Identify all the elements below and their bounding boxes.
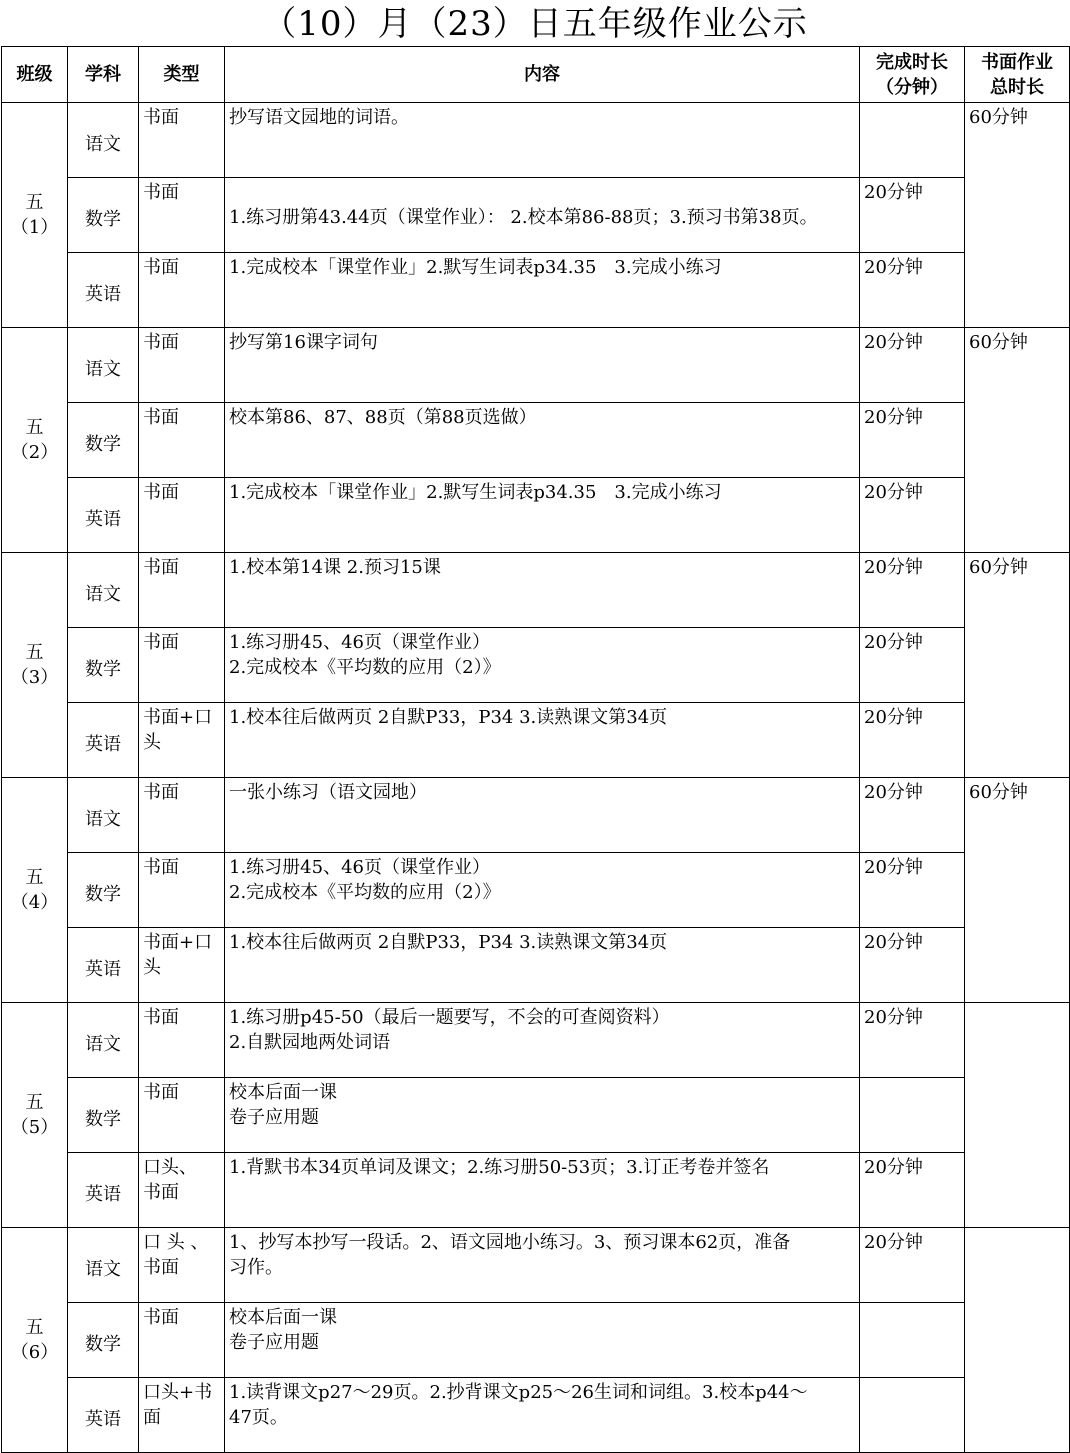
subject-cell: 英语 bbox=[68, 253, 139, 328]
subject-cell: 数学 bbox=[68, 403, 139, 478]
content-cell bbox=[225, 1378, 860, 1453]
type-cell bbox=[139, 1078, 225, 1153]
class-cell bbox=[2, 553, 68, 778]
type-line: 书面+口 bbox=[143, 932, 213, 953]
class-number: （4） bbox=[10, 892, 59, 913]
class-number: （2） bbox=[10, 442, 59, 463]
content-cell bbox=[225, 478, 860, 553]
time-cell: 20分钟 bbox=[860, 928, 965, 1003]
content-line: 校本后面一课 bbox=[229, 1307, 337, 1328]
type-cell bbox=[139, 403, 225, 478]
table-row bbox=[2, 1003, 1070, 1078]
subject-cell: 语文 bbox=[68, 1228, 139, 1303]
content-line: 2.完成校本《平均数的应用（2）》 bbox=[229, 657, 501, 678]
table-row bbox=[2, 178, 1070, 253]
header-content: 内容 bbox=[225, 47, 860, 103]
content-line: 1、抄写本抄写一段话。2、语文园地小练习。3、预习课本62页，准备 bbox=[229, 1232, 791, 1253]
content-line: 2.完成校本《平均数的应用（2）》 bbox=[229, 882, 501, 903]
table-row bbox=[2, 1153, 1070, 1228]
content-cell bbox=[225, 1303, 860, 1378]
subject-cell: 数学 bbox=[68, 178, 139, 253]
type-cell bbox=[139, 1303, 225, 1378]
time-cell bbox=[860, 1378, 965, 1453]
content-line: 抄写第16课字词句 bbox=[229, 332, 378, 353]
subject-cell: 数学 bbox=[68, 853, 139, 928]
content-line: 校本第86、87、88页（第88页选做） bbox=[229, 407, 537, 428]
type-line: 书面 bbox=[143, 407, 179, 428]
subject-cell: 语文 bbox=[68, 328, 139, 403]
time-cell: 20分钟 bbox=[860, 328, 965, 403]
content-cell bbox=[225, 853, 860, 928]
time-cell: 20分钟 bbox=[860, 853, 965, 928]
content-line: 1.校本第14课 2.预习15课 bbox=[229, 557, 441, 578]
table-row bbox=[2, 478, 1070, 553]
header-time bbox=[860, 47, 965, 103]
time-cell: 20分钟 bbox=[860, 778, 965, 853]
class-grade: 五 bbox=[25, 417, 44, 438]
type-line: 口 头 、 bbox=[143, 1232, 209, 1253]
table-body bbox=[2, 103, 1070, 1453]
content-line: 1.完成校本「课堂作业」2.默写生词表p34.35 3.完成小练习 bbox=[229, 257, 722, 278]
class-number: （6） bbox=[10, 1342, 59, 1363]
content-cell bbox=[225, 628, 860, 703]
total-cell bbox=[965, 1228, 1070, 1453]
type-cell bbox=[139, 478, 225, 553]
type-line: 书面 bbox=[143, 332, 179, 353]
content-line: 1.练习册p45-50（最后一题要写，不会的可查阅资料） bbox=[229, 1007, 670, 1028]
type-cell bbox=[139, 1153, 225, 1228]
table-row bbox=[2, 778, 1070, 853]
header-type: 类型 bbox=[139, 47, 225, 103]
subject-cell: 英语 bbox=[68, 1153, 139, 1228]
type-line: 口头+书 bbox=[143, 1382, 213, 1403]
subject-cell: 数学 bbox=[68, 1303, 139, 1378]
class-cell bbox=[2, 778, 68, 1003]
total-cell: 60分钟 bbox=[965, 103, 1070, 328]
content-cell bbox=[225, 928, 860, 1003]
total-cell bbox=[965, 1003, 1070, 1228]
type-line: 头 bbox=[143, 957, 161, 978]
table-row bbox=[2, 1378, 1070, 1453]
content-line: 1.完成校本「课堂作业」2.默写生词表p34.35 3.完成小练习 bbox=[229, 482, 722, 503]
time-cell: 20分钟 bbox=[860, 478, 965, 553]
content-cell bbox=[225, 253, 860, 328]
table-row bbox=[2, 253, 1070, 328]
type-cell bbox=[139, 1228, 225, 1303]
time-cell: 20分钟 bbox=[860, 178, 965, 253]
type-line: 书面 bbox=[143, 632, 179, 653]
type-line: 书面 bbox=[143, 782, 179, 803]
type-cell bbox=[139, 253, 225, 328]
type-line: 书面 bbox=[143, 257, 179, 278]
type-line: 头 bbox=[143, 732, 161, 753]
type-line: 书面 bbox=[143, 107, 179, 128]
content-line: 卷子应用题 bbox=[229, 1332, 319, 1353]
content-line: 习作。 bbox=[229, 1257, 283, 1278]
table-header-row bbox=[2, 47, 1070, 103]
content-cell bbox=[225, 1153, 860, 1228]
table-row bbox=[2, 1228, 1070, 1303]
content-cell bbox=[225, 178, 860, 253]
class-cell bbox=[2, 1228, 68, 1453]
content-cell bbox=[225, 703, 860, 778]
class-cell bbox=[2, 103, 68, 328]
type-line: 书面 bbox=[143, 857, 179, 878]
time-cell bbox=[860, 1078, 965, 1153]
type-cell bbox=[139, 853, 225, 928]
table-row bbox=[2, 403, 1070, 478]
page-title: （10）月（23）日五年级作业公示 bbox=[262, 4, 808, 44]
class-grade: 五 bbox=[25, 192, 44, 213]
header-class: 班级 bbox=[2, 47, 68, 103]
type-cell bbox=[139, 703, 225, 778]
subject-cell: 英语 bbox=[68, 928, 139, 1003]
content-line: 2.自默园地两处词语 bbox=[229, 1032, 391, 1053]
total-cell: 60分钟 bbox=[965, 553, 1070, 778]
content-cell bbox=[225, 1228, 860, 1303]
type-line: 书面 bbox=[143, 1182, 179, 1203]
content-line: 一张小练习（语文园地） bbox=[229, 782, 427, 803]
time-cell: 20分钟 bbox=[860, 628, 965, 703]
content-cell bbox=[225, 553, 860, 628]
type-cell bbox=[139, 328, 225, 403]
total-cell: 60分钟 bbox=[965, 328, 1070, 553]
table-row bbox=[2, 328, 1070, 403]
subject-cell: 语文 bbox=[68, 778, 139, 853]
content-line bbox=[229, 180, 855, 205]
content-line: 1.练习册45、46页（课堂作业） bbox=[229, 857, 490, 878]
content-line: 校本后面一课 bbox=[229, 1082, 337, 1103]
total-cell: 60分钟 bbox=[965, 778, 1070, 1003]
content-line: 1.校本往后做两页 2自默P33，P34 3.读熟课文第34页 bbox=[229, 707, 668, 728]
type-line: 书面 bbox=[143, 1257, 179, 1278]
class-cell bbox=[2, 1003, 68, 1228]
time-cell bbox=[860, 1303, 965, 1378]
subject-cell: 数学 bbox=[68, 1078, 139, 1153]
type-line: 面 bbox=[143, 1407, 161, 1428]
table-row bbox=[2, 1303, 1070, 1378]
type-cell bbox=[139, 1378, 225, 1453]
type-line: 书面 bbox=[143, 1082, 179, 1103]
content-cell bbox=[225, 1078, 860, 1153]
class-grade: 五 bbox=[25, 1092, 44, 1113]
header-total-line1: 书面作业 bbox=[981, 51, 1053, 73]
table-row bbox=[2, 928, 1070, 1003]
type-line: 书面 bbox=[143, 482, 179, 503]
content-cell bbox=[225, 403, 860, 478]
time-cell: 20分钟 bbox=[860, 553, 965, 628]
time-cell: 20分钟 bbox=[860, 1228, 965, 1303]
homework-table bbox=[1, 46, 1070, 1453]
table-row bbox=[2, 703, 1070, 778]
table-row bbox=[2, 553, 1070, 628]
content-line: 1.校本往后做两页 2自默P33，P34 3.读熟课文第34页 bbox=[229, 932, 668, 953]
type-cell bbox=[139, 553, 225, 628]
type-cell bbox=[139, 103, 225, 178]
subject-cell: 语文 bbox=[68, 103, 139, 178]
subject-cell: 英语 bbox=[68, 478, 139, 553]
content-line: 1.背默书本34页单词及课文；2.练习册50-53页；3.订正考卷并签名 bbox=[229, 1157, 770, 1178]
time-cell: 20分钟 bbox=[860, 403, 965, 478]
type-line: 口头、 bbox=[143, 1157, 197, 1178]
type-cell bbox=[139, 1003, 225, 1078]
header-subject: 学科 bbox=[68, 47, 139, 103]
class-number: （1） bbox=[10, 217, 59, 238]
subject-cell: 英语 bbox=[68, 1378, 139, 1453]
type-cell bbox=[139, 628, 225, 703]
class-number: （3） bbox=[10, 667, 59, 688]
class-grade: 五 bbox=[25, 1317, 44, 1338]
header-total bbox=[965, 47, 1070, 103]
content-line: 1.练习册45、46页（课堂作业） bbox=[229, 632, 490, 653]
content-line: 1.读背课文p27～29页。2.抄背课文p25～26生词和词组。3.校本p44～ bbox=[229, 1382, 808, 1403]
type-line: 书面 bbox=[143, 182, 179, 203]
subject-cell: 英语 bbox=[68, 703, 139, 778]
type-line: 书面 bbox=[143, 1307, 179, 1328]
content-line: 卷子应用题 bbox=[229, 1107, 319, 1128]
subject-cell: 数学 bbox=[68, 628, 139, 703]
content-cell bbox=[225, 778, 860, 853]
type-line: 书面 bbox=[143, 557, 179, 578]
class-grade: 五 bbox=[25, 867, 44, 888]
subject-cell: 语文 bbox=[68, 1003, 139, 1078]
time-cell: 20分钟 bbox=[860, 1153, 965, 1228]
class-grade: 五 bbox=[25, 642, 44, 663]
content-line: 47页。 bbox=[229, 1407, 288, 1428]
type-cell bbox=[139, 928, 225, 1003]
table-row bbox=[2, 628, 1070, 703]
content-cell bbox=[225, 328, 860, 403]
class-number: （5） bbox=[10, 1117, 59, 1138]
content-line: 抄写语文园地的词语。 bbox=[229, 107, 409, 128]
table-row bbox=[2, 103, 1070, 178]
type-line: 书面+口 bbox=[143, 707, 213, 728]
table-row bbox=[2, 853, 1070, 928]
time-cell: 20分钟 bbox=[860, 703, 965, 778]
type-line: 书面 bbox=[143, 1007, 179, 1028]
content-cell bbox=[225, 1003, 860, 1078]
header-time-line1: 完成时长 bbox=[876, 51, 948, 73]
header-time-line2: （分钟） bbox=[876, 76, 948, 98]
subject-cell: 语文 bbox=[68, 553, 139, 628]
time-cell bbox=[860, 103, 965, 178]
time-cell: 20分钟 bbox=[860, 253, 965, 328]
header-total-line2: 总时长 bbox=[990, 76, 1044, 98]
content-cell bbox=[225, 103, 860, 178]
content-line: 1.练习册第43.44页（课堂作业）： 2.校本第86-88页；3.预习书第38页。 bbox=[229, 207, 818, 228]
time-cell: 20分钟 bbox=[860, 1003, 965, 1078]
class-cell bbox=[2, 328, 68, 553]
table-row bbox=[2, 1078, 1070, 1153]
type-cell bbox=[139, 178, 225, 253]
type-cell bbox=[139, 778, 225, 853]
